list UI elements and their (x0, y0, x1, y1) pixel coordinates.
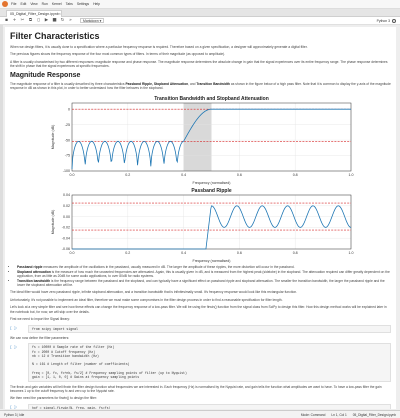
restart-icon[interactable]: ↻ (60, 18, 65, 23)
y-tick-label: 0.00 (63, 215, 70, 220)
chart-title: Transition Bandwidth and Stopband Attenuation (154, 96, 269, 103)
cell-type-value: Markdown (83, 19, 99, 23)
y-tick-label: -25 (64, 123, 70, 128)
menu-bar (0, 0, 400, 9)
text-span: measures the amplitude of the oscillations in the passband, usually measured in dB. The larger the amplitude of these ripples, the more distortion will occur in the passband. (42, 265, 295, 270)
y-tick-label: -0.04 (61, 236, 70, 241)
paragraph: The previous figures shows the frequency response of the four most common types of filters. In terms of their magnitude (as opposed to amplitude). (10, 52, 226, 57)
kernel-indicator[interactable] (377, 19, 396, 23)
x-tick-label: 0.6 (236, 173, 242, 178)
x-tick-label: 0.0 (69, 173, 75, 178)
cell-prompt: [ ]: (10, 344, 18, 349)
code-line: gain = [1, 1, 0, 0] # Gains at frequency sampling points (32, 375, 140, 380)
paragraph (10, 82, 391, 91)
x-tick-label: 0.0 (69, 251, 75, 256)
notebook-tab-title: 05_Digital_Filter_Design.ipynb (10, 12, 59, 16)
kernel-status: Python 3 | Idle (4, 412, 25, 417)
paragraph: A filter is usually characterised by two different responses: magnitude response and phase response. The magnitude response determines the absolute change in gain that the signal experiences over its entire frequency range. The phase response determines the shift in phase that the signal experiences at specific frequencies. (10, 59, 388, 69)
kernel-status-icon (392, 19, 396, 23)
notebook-panel[interactable] (5, 27, 396, 409)
y-axis-label: Magnitude (dB) (51, 210, 55, 235)
code-cell[interactable] (10, 325, 391, 333)
x-tick-label: 0.8 (292, 251, 298, 256)
run-icon[interactable]: ▶ (44, 18, 49, 23)
cursor-position: Ln 1, Col 1 (331, 412, 347, 417)
y-tick-label: 0 (68, 107, 70, 112)
y-tick-label: -75 (64, 154, 70, 159)
y-tick-label: -50 (64, 138, 70, 143)
code-editor[interactable] (28, 343, 391, 381)
cell-prompt: [ ]: (10, 405, 18, 409)
text-span: is the frequency range between the passband and the stopband, and can typically have a significant effect on passband ripple and stopband attenuation. The smaller the transition bandwidth, the larger the passband ripple and the lower the stopband attenuation will be. (17, 278, 385, 288)
paragraph: We then need the parameters for firwin() to design the filter: (10, 396, 97, 401)
tab-bar (0, 9, 400, 17)
code-cell[interactable] (10, 404, 391, 409)
plot-ripple (10, 185, 391, 263)
file-name: 05_Digital_Filter_Design.ipynb (352, 412, 396, 417)
menu-file[interactable]: File (11, 2, 17, 6)
chart-title: Passband Ripple (191, 188, 232, 195)
y-tick-label: 0.04 (63, 193, 70, 198)
add-cell-icon[interactable]: + (12, 18, 17, 23)
transition-band (184, 103, 212, 171)
paragraph: Unfortunately, it's not possible to implement an ideal filter, therefore we must make some compromises in the filter design process in order to find a reasonable specification for filter length. (10, 297, 283, 302)
paste-icon[interactable]: ▯ (37, 18, 40, 23)
text-span: The magnitude response of a filter is usually described by three characteristics (10, 81, 126, 86)
y-tick-label: -0.06 (61, 247, 70, 252)
close-icon[interactable]: × (58, 12, 61, 16)
bold-text: Stopband attenuation (17, 269, 51, 274)
x-tick-label: 0.4 (181, 173, 187, 178)
plot-attenuation (10, 93, 391, 185)
bold-text: Passband ripple (17, 265, 43, 270)
x-tick-label: 0.8 (292, 173, 298, 178)
left-sidebar[interactable] (0, 9, 3, 409)
chart-attenuation-svg (10, 93, 391, 185)
list-item (17, 279, 391, 288)
cell-prompt: [ ]: (10, 326, 18, 330)
paragraph: When we design filters, it is usually done to a specification where a particular frequency response is required. Therefore based on a given specification, a designer will approximately generate a digital filter. (10, 45, 308, 49)
paragraph: The firwin and gain variables will tell firwin the filter design function what frequencies we are interested in. Each frequency (Hz) is normalised by the Nyquist rate, and gain tells the function what amplitudes we want to have. To have a low-pass filter the gain becomes 1 up to the cutoff frequency fc and zero up to the Nyquist rate. (10, 384, 382, 393)
code-cell[interactable] (10, 343, 391, 381)
bold-text: Passband Ripple, Stopband Attenuation (125, 81, 189, 86)
bold-text: Transition bandwidth (17, 278, 51, 283)
text-span: , and (188, 81, 197, 86)
code-editor[interactable]: from scipy import signal (28, 325, 391, 333)
bullet-list (17, 265, 391, 287)
paragraph: We can now define the filter parameters: (10, 335, 70, 340)
code-line: fc = 2000 # Cutoff frequency (Hz) (32, 349, 96, 354)
bold-text: Transition Bandwidth (196, 81, 230, 86)
mode-indicator: Mode: Command (300, 412, 326, 417)
x-tick-label: 0.6 (236, 251, 242, 256)
section-heading: Magnitude Response (10, 71, 81, 79)
stop-icon[interactable]: ■ (52, 18, 57, 23)
code-line: freq = [0, fc, fc+nb, fs/2] # Frequency sampling points of filter (up to Nyquist) (32, 370, 187, 375)
cell-type-select[interactable]: Markdown ▾ (80, 18, 104, 23)
paragraph: The ideal filter would have zero passband ripple, infinite stopband attenuation, and a transition bandwidth that is infinitesimally small. It's frequency response would look like this rectangular function. (10, 290, 298, 295)
code-line: N = 161 # Length of filter (number of coefficients) (32, 362, 130, 367)
save-icon[interactable]: ▪ (4, 18, 9, 23)
list-item (17, 270, 391, 279)
y-axis-label: Magnitude (dB) (51, 125, 55, 150)
y-tick-label: 0.02 (63, 204, 70, 209)
paragraph: Let's look at a very simple filter and see how these effects can change the frequency response of a low-pass filter. We will be using the firwin() function from the signal class from SciPy to design this filter. How this design method works will be explained later in the notebook but, for now, we will skip over the details. (10, 305, 387, 314)
x-tick-label: 0.2 (125, 251, 131, 256)
x-tick-label: 0.4 (181, 251, 187, 256)
x-tick-label: 1.0 (348, 251, 354, 256)
x-tick-label: 0.2 (125, 173, 131, 178)
code-line: fs = 10000 # Sample rate of the filter (Hz) (32, 345, 115, 350)
menu-view[interactable]: View (30, 2, 38, 6)
status-bar (0, 410, 400, 418)
x-axis-label: Frequency (normalised) (192, 181, 231, 186)
text-span: is the measure of how much the unwanted frequencies are attenuated. Again, this is usually given in dB, and is measured from the highest peak (sidelobe) in the stopband. The attenuation required can differ greatly dependent on the application, from as little as 20dB for some audio applications, to over 80dB for radio systems. (17, 269, 390, 279)
menu-help[interactable]: Help (93, 2, 101, 6)
page-title: Filter Characteristics (10, 31, 100, 41)
menu-tabs[interactable]: Tabs (65, 2, 73, 6)
menu-run[interactable]: Run (41, 2, 48, 6)
menu-edit[interactable]: Edit (20, 2, 27, 6)
kernel-name: Python 3 (376, 18, 390, 23)
code-editor[interactable]: hof = signal.firwin(N, freq, gain, fs=fs) (28, 404, 391, 409)
x-axis-label: Frequency (normalised) (192, 259, 231, 264)
jupyter-logo-icon (2, 1, 8, 7)
code-line: nb = 12 # Transition bandwidth (Hz) (32, 353, 99, 358)
paragraph: First we need to import the Signal library: (10, 317, 70, 322)
cut-icon[interactable]: ✂ (20, 18, 25, 23)
copy-icon[interactable]: ⧉ (28, 18, 33, 23)
menu-settings[interactable]: Settings (76, 2, 90, 6)
menu-kernel[interactable]: Kernel (51, 2, 62, 6)
y-tick-label: -0.02 (61, 226, 70, 231)
y-tick-label: -100 (62, 169, 70, 174)
notebook-toolbar (0, 17, 400, 25)
notebook-tab[interactable] (6, 10, 62, 17)
chart-ripple-svg (10, 185, 391, 263)
fast-forward-icon[interactable]: » (69, 18, 72, 23)
x-tick-label: 1.0 (348, 173, 354, 178)
text-span: as shown in the figure below of a high pass filter. Note that it is common to display the y-axis of the magnitude response in dB as shown in this plot, in order to better understand how the filter behaves in the stopband. (10, 81, 391, 91)
